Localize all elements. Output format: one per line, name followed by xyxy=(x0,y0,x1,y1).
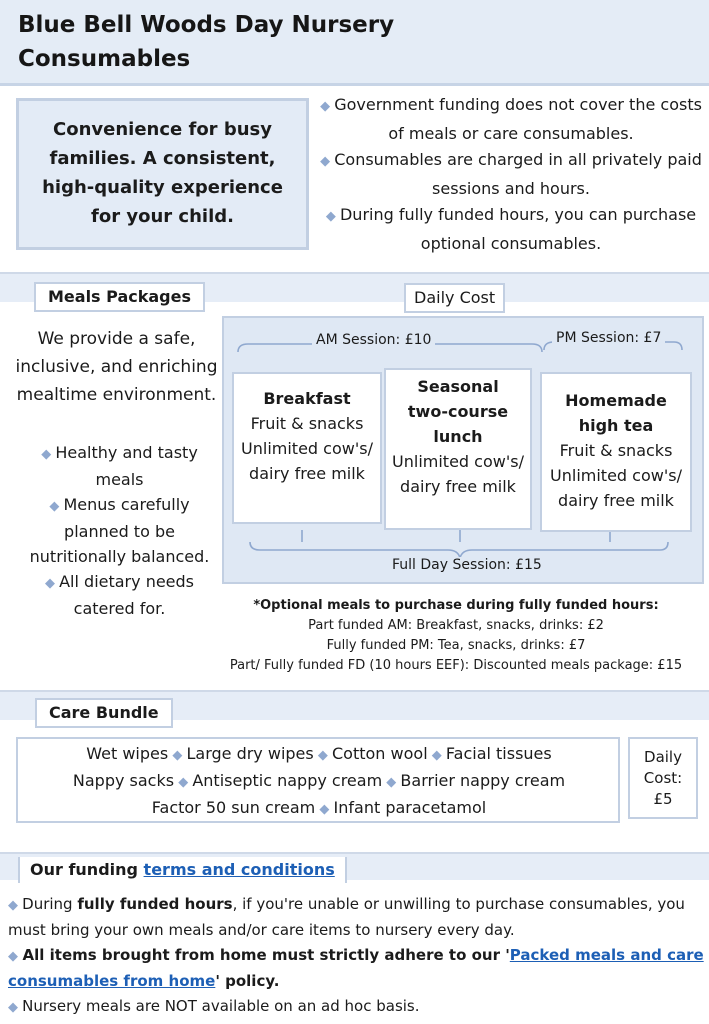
lunch-card: Seasonal two-course lunch Unlimited cow's/ dairy free milk xyxy=(384,368,532,530)
care-item: Large dry wipes xyxy=(186,744,314,763)
care-item: Wet wipes xyxy=(86,744,169,763)
diamond-icon: ◆ xyxy=(320,154,335,169)
care-item: Nappy sacks xyxy=(72,771,175,790)
terms-text xyxy=(8,892,704,1020)
diamond-icon: ◆ xyxy=(313,748,332,763)
meals-packages-heading: Meals Packages xyxy=(34,282,205,312)
high-tea-card: Homemade high tea Fruit & snacks Unlimited cow's/ dairy free milk xyxy=(540,372,692,532)
pm-session-label: PM Session: £7 xyxy=(552,330,665,346)
diamond-icon: ◆ xyxy=(427,748,446,763)
care-item: Factor 50 sun cream xyxy=(151,798,316,817)
convenience-text: Convenience for busy families. A consistent, high-quality experience for your child. xyxy=(42,119,283,227)
diamond-icon: ◆ xyxy=(44,576,60,591)
packed-meals-policy-link[interactable]: Packed meals and care consumables from home xyxy=(8,946,704,990)
diamond-icon: ◆ xyxy=(168,748,187,763)
daily-cost-heading: Daily Cost xyxy=(404,283,505,313)
care-item: Infant paracetamol xyxy=(333,798,487,817)
list-item: ◆ Healthy and tasty meals xyxy=(41,443,198,489)
funding-notes xyxy=(318,92,704,257)
diamond-icon: ◆ xyxy=(49,499,64,514)
care-item: Cotton wool xyxy=(332,744,428,763)
funding-note: ◆ During fully funded hours, you can purchase optional consumables. xyxy=(325,205,697,253)
terms-paragraph: ◆ All items brought from home must strictly adhere to our 'Packed meals and care consumables from home' policy. xyxy=(8,946,704,990)
page-title: Blue Bell Woods Day Nursery Consumables xyxy=(18,12,395,72)
diamond-icon: ◆ xyxy=(8,949,23,964)
full-day-session-label: Full Day Session: £15 xyxy=(388,557,546,573)
care-items xyxy=(24,741,614,822)
diamond-icon: ◆ xyxy=(8,898,23,913)
meals-intro: We provide a safe, inclusive, and enriching mealtime environment. xyxy=(15,329,218,405)
list-item: ◆ All dietary needs catered for. xyxy=(44,572,195,618)
terms-link[interactable]: terms and conditions xyxy=(143,860,335,879)
care-item: Antiseptic nappy cream xyxy=(192,771,383,790)
care-item: Facial tissues xyxy=(445,744,552,763)
diamond-icon: ◆ xyxy=(8,1000,23,1015)
care-daily-cost: Daily Cost: £5 xyxy=(628,737,698,819)
funding-note: ◆ Government funding does not cover the costs of meals or care consumables. xyxy=(320,95,702,143)
terms-paragraph: ◆ During fully funded hours, if you're unable or unwilling to purchase consumables, you must bring your own meals and/or care items to nursery every day. xyxy=(8,895,685,939)
terms-heading: Our funding terms and conditions xyxy=(18,857,347,883)
diamond-icon: ◆ xyxy=(174,775,193,790)
terms-paragraph: ◆ Nursery meals are NOT available on an ad hoc basis. xyxy=(8,997,420,1015)
meals-points xyxy=(22,440,217,621)
list-item: ◆ Menus carefully planned to be nutritionally balanced. xyxy=(29,495,210,566)
full-day-brace xyxy=(250,542,668,558)
care-bundle-heading: Care Bundle xyxy=(35,698,173,728)
diamond-icon: ◆ xyxy=(382,775,401,790)
care-item: Barrier nappy cream xyxy=(400,771,566,790)
optional-meals-info: *Optional meals to purchase during fully funded hours: Part funded AM: Breakfast, snacks, drinks: £2 Fully funded PM: Tea, snacks, drinks: £7 Part/ Fully funded FD (10 hours EEF): Discounted meals package: £15 xyxy=(229,598,683,673)
am-session-label: AM Session: £10 xyxy=(312,332,435,348)
diamond-icon: ◆ xyxy=(320,99,335,114)
diamond-icon: ◆ xyxy=(41,447,56,462)
breakfast-card: Breakfast Fruit & snacks Unlimited cow's/ dairy free milk xyxy=(232,372,382,524)
funding-note: ◆ Consumables are charged in all privately paid sessions and hours. xyxy=(320,150,702,198)
diamond-icon: ◆ xyxy=(315,802,334,817)
diamond-icon: ◆ xyxy=(325,209,340,224)
